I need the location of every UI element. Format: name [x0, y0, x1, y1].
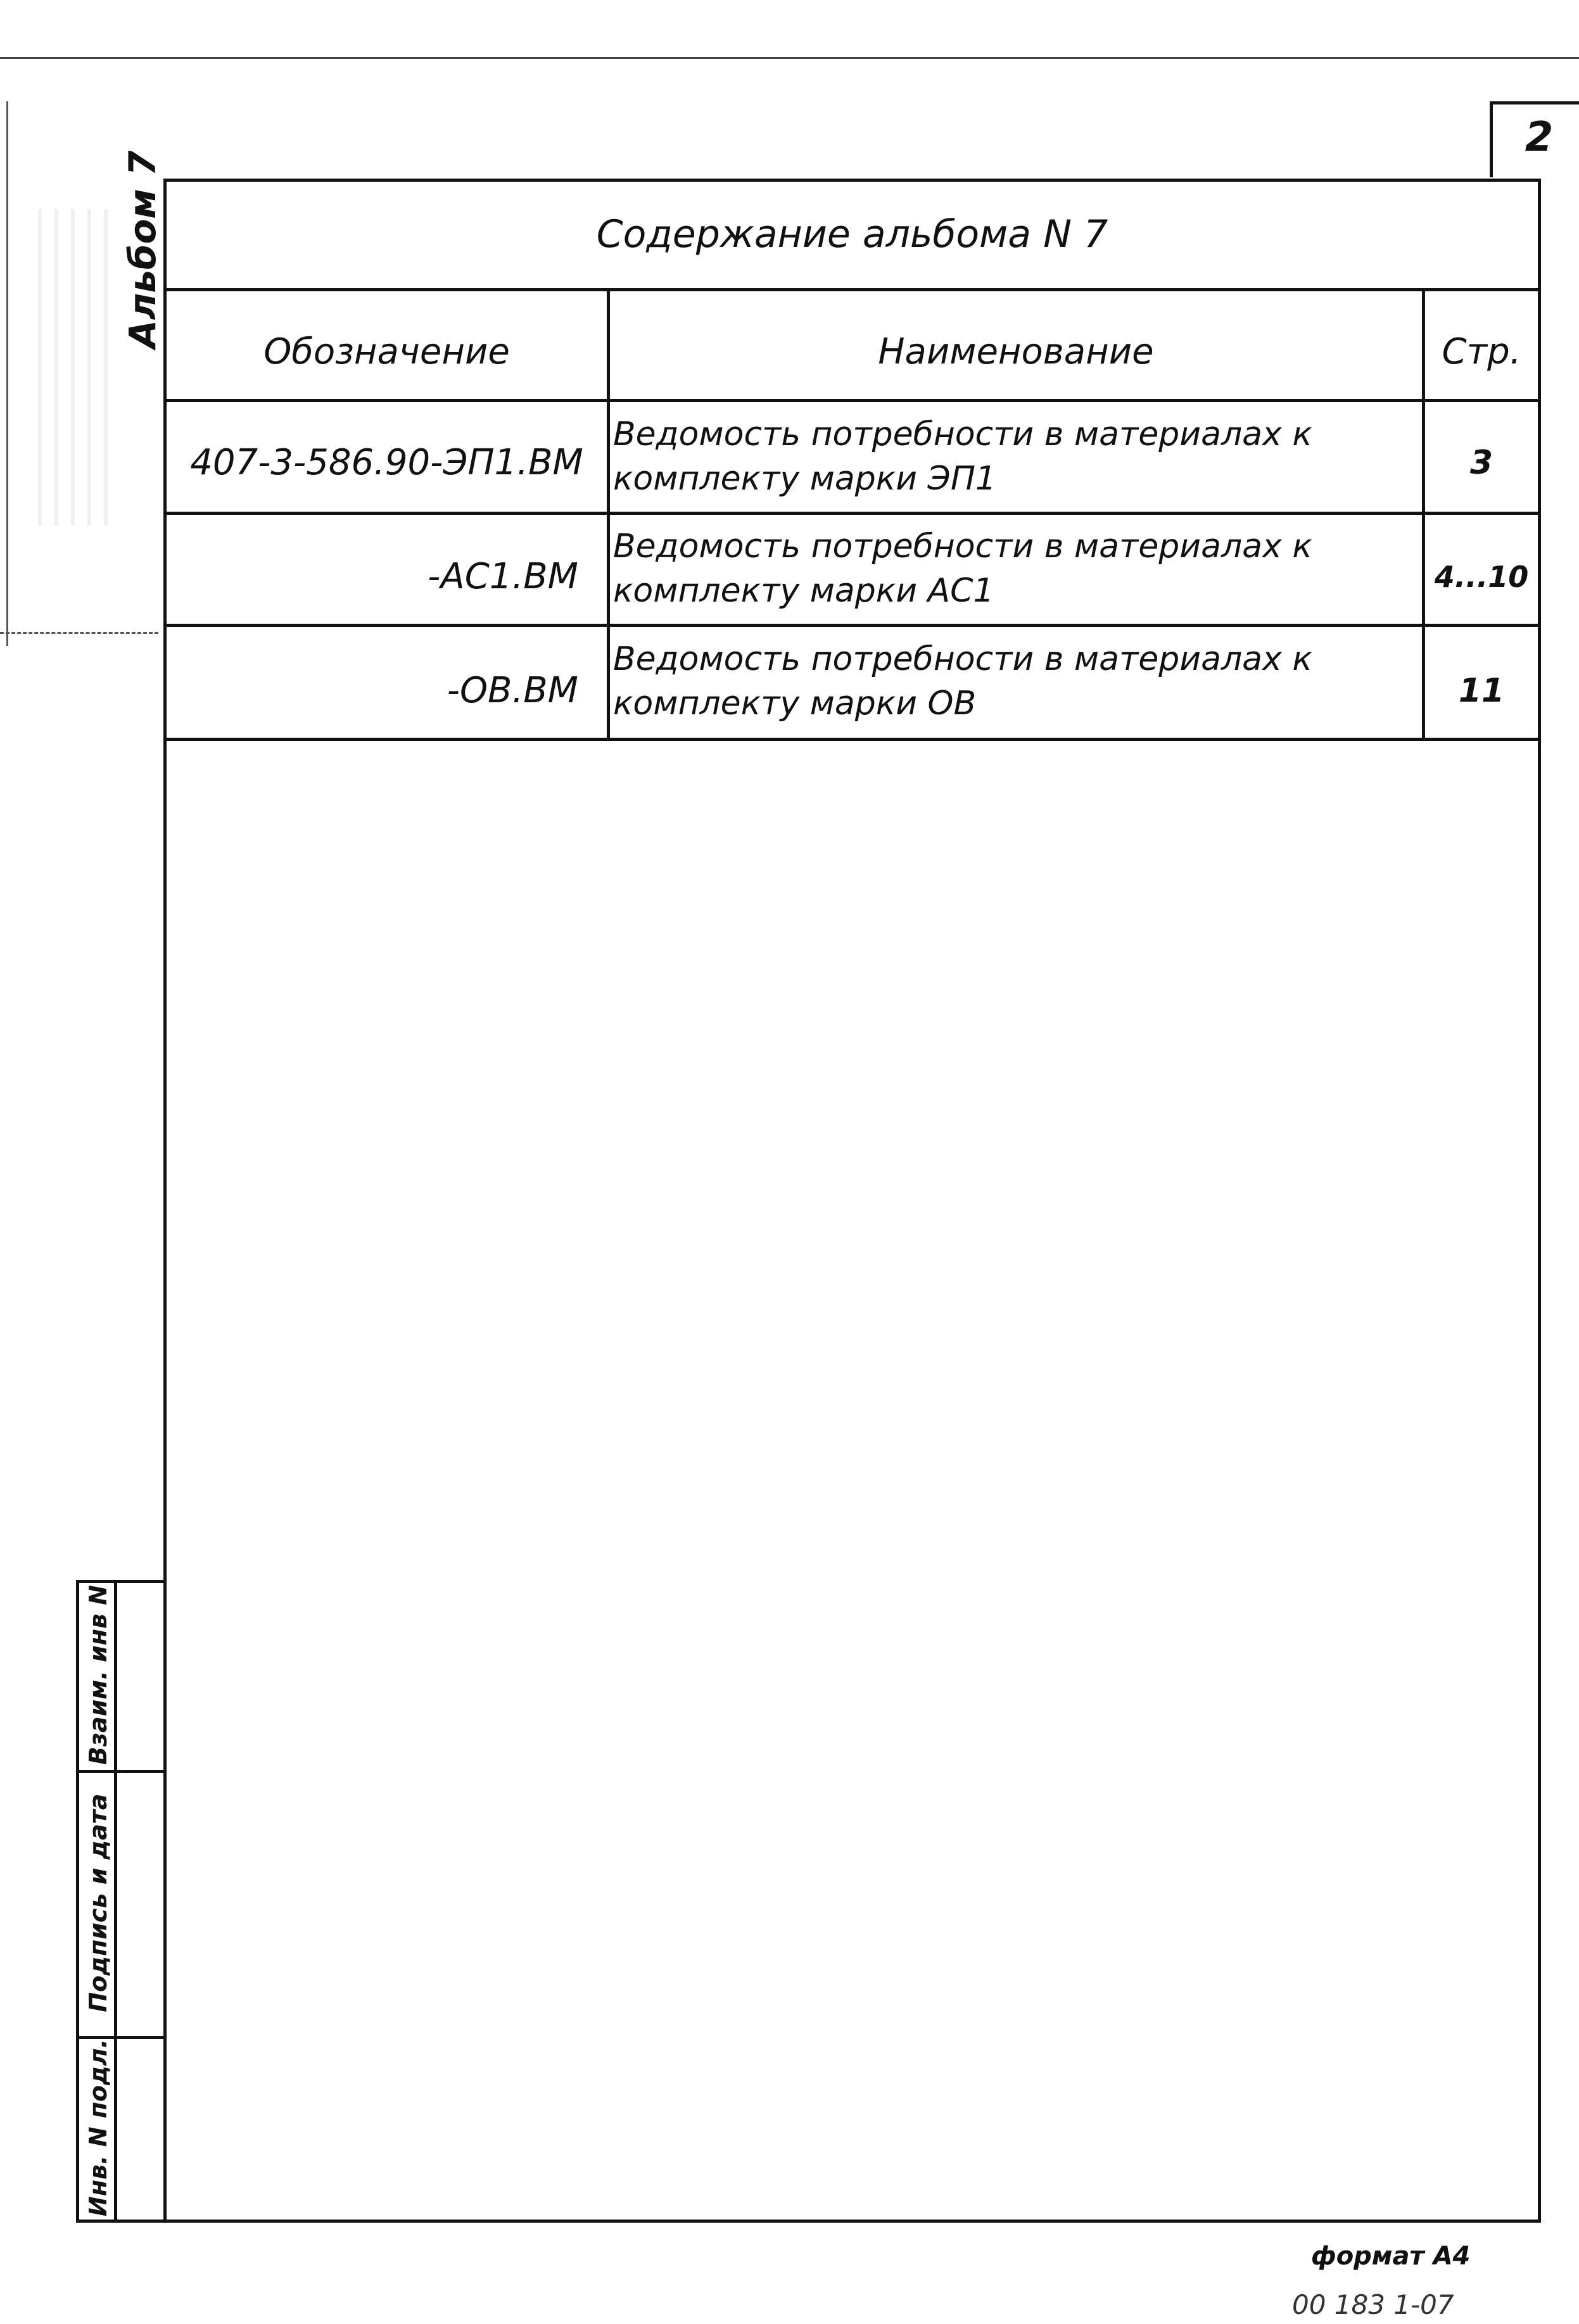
row-designation: -ОВ.ВМ: [447, 670, 578, 711]
header-name: Наименование: [878, 331, 1154, 372]
row-name-line1: Ведомость потребности в материалах к: [613, 415, 1312, 453]
frame-left: [163, 179, 167, 2223]
stamp-field-inventory: Инв. N подл.: [84, 2038, 112, 2217]
frame-top: [163, 179, 1541, 182]
scan-edge-mid: [0, 632, 158, 634]
bottom-note: 00 183 1-07: [1292, 2289, 1454, 2320]
frame-right: [1538, 179, 1541, 2223]
row-page: 3: [1469, 444, 1493, 482]
scan-edge-top: [0, 57, 1579, 59]
title-divider: [163, 288, 1541, 291]
frame-bottom: [163, 2220, 1541, 2223]
row-name-line1: Ведомость потребности в материалах к: [613, 527, 1312, 565]
stamp-mid: [114, 1580, 117, 2223]
scan-edge-left: [6, 101, 8, 646]
format-label: формат А4: [1311, 2242, 1471, 2271]
row-divider-3: [163, 738, 1541, 741]
row-designation: 407-3-586.90-ЭП1.ВМ: [190, 442, 583, 483]
row-divider-1: [163, 512, 1541, 515]
row-designation: -АС1.ВМ: [428, 556, 578, 597]
page-number-box-left: [1490, 101, 1493, 177]
faded-stamp-mark: [38, 209, 120, 526]
stamp-field-interchange: Взаим. инв N: [84, 1585, 112, 1765]
row-divider-2: [163, 624, 1541, 627]
page-number-box-top: [1490, 101, 1579, 104]
stamp-field-signature: Подпись и дата: [84, 1793, 112, 2012]
stamp-divider-1: [76, 1770, 165, 1773]
header-divider: [163, 399, 1541, 402]
row-page: 4...10: [1434, 560, 1529, 594]
header-page: Стр.: [1442, 331, 1521, 372]
row-name-line1: Ведомость потребности в материалах к: [613, 640, 1312, 678]
document-title: Содержание альбома N 7: [596, 212, 1108, 256]
stamp-left: [76, 1580, 79, 2223]
album-label: Альбом 7: [121, 150, 164, 348]
row-name-line2: комплекту марки ОВ: [613, 685, 977, 723]
row-page: 11: [1458, 672, 1505, 710]
page-number: 2: [1525, 114, 1554, 161]
row-name-line2: комплекту марки АС1: [613, 572, 994, 610]
header-designation: Обозначение: [263, 331, 510, 372]
row-name-line2: комплекту марки ЭП1: [613, 460, 997, 498]
